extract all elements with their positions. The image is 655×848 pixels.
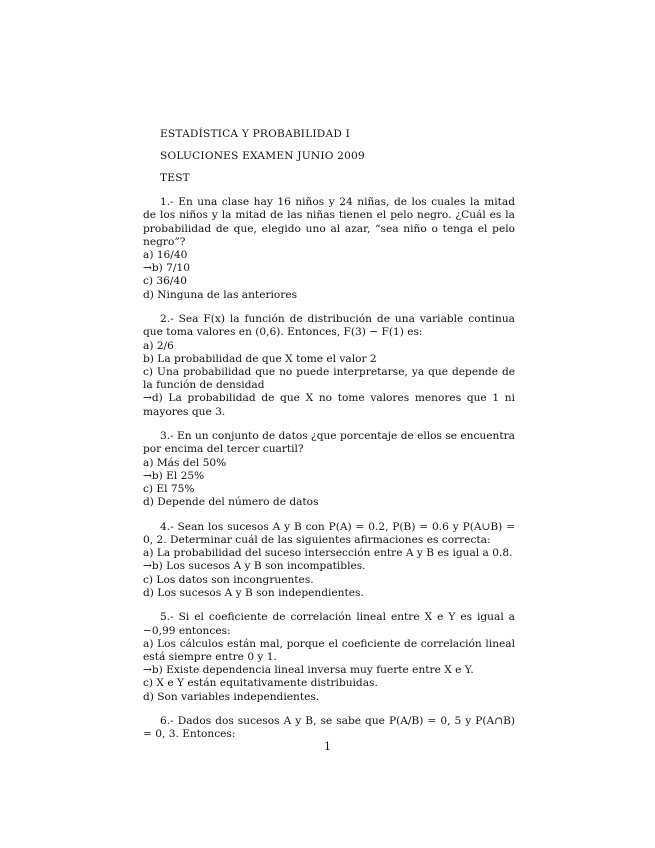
answer-option: a) Los cálculos están mal, porque el coeficiente de correlación lineal está siempre entre 0 y 1. (143, 637, 515, 664)
course-title: ESTADÍSTICA Y PROBABILIDAD I (160, 128, 351, 140)
question-stem: 4.- Sean los sucesos A y B con P(A) = 0.2, P(B) = 0.6 y P(A∪B) = 0, 2. Determinar cuál de las siguientes afirmaciones es correcta: (143, 520, 515, 547)
question-6 (143, 715, 515, 741)
answer-option: a) 2/6 (143, 339, 174, 352)
answer-option: c) Una probabilidad que no puede interpretarse, ya que depende de la función de densidad (143, 366, 515, 392)
answer-option: →d) La probabilidad de que X no tome valores menores que 1 ni mayores que 3. (143, 392, 515, 418)
section-title: TEST (160, 171, 190, 184)
question-5 (143, 611, 515, 703)
answer-option: →b) 7/10 (143, 262, 190, 275)
answer-option: a) Más del 50% (143, 456, 227, 469)
question-stem: 1.- En una clase hay 16 niños y 24 niñas, de los cuales la mitad de los niños y la mitad de las niñas tienen el pelo negro. ¿Cuál es la probabilidad de que, elegido uno al azar, “sea niño o tenga el pelo negro”? (143, 196, 515, 248)
question-stem: 2.- Sea F(x) la función de distribución de una variable continua que toma valores en (0,6). Entonces, F(3) − F(1) es: (143, 313, 515, 339)
answer-option: c) 36/40 (143, 275, 187, 288)
question-stem: 3.- En un conjunto de datos ¿que porcentaje de ellos se encuentra por encima del tercer cuartil? (143, 430, 515, 456)
answer-option: d) Los sucesos A y B son independientes. (143, 586, 364, 599)
answer-option: c) El 75% (143, 483, 195, 496)
answer-option: →b) Los sucesos A y B son incompatibles. (143, 560, 366, 573)
answer-option: d) Depende del número de datos (143, 496, 319, 509)
exam-title: SOLUCIONES EXAMEN JUNIO 2009 (160, 149, 365, 162)
answer-option: a) 16/40 (143, 249, 188, 261)
question-3 (143, 430, 515, 509)
question-1 (143, 196, 515, 302)
answer-option: c) X e Y están equitativamente distribuidas. (143, 677, 378, 690)
page-number: 1 (324, 740, 331, 753)
question-stem: 6.- Dados dos sucesos A y B, se sabe que P(A/B) = 0, 5 y P(A∩B) = 0, 3. Entonces: (143, 715, 515, 741)
question-4 (143, 521, 515, 600)
question-2 (143, 313, 515, 419)
answer-option: d) Ninguna de las anteriores (143, 288, 298, 301)
exam-page (143, 128, 515, 742)
question-stem: 5.- Si el coeficiente de correlación lineal entre X e Y es igual a −0,99 entonces: (143, 611, 515, 637)
answer-option: b) La probabilidad de que X tome el valor 2 (143, 352, 377, 365)
answer-option: d) Son variables independientes. (143, 690, 320, 703)
answer-option: →b) Existe dependencia lineal inversa muy fuerte entre X e Y. (143, 664, 474, 677)
answer-option: c) Los datos son incongruentes. (143, 573, 314, 586)
answer-option: →b) El 25% (143, 469, 205, 482)
answer-option: a) La probabilidad del suceso intersección entre A y B es igual a 0.8. (143, 547, 513, 560)
